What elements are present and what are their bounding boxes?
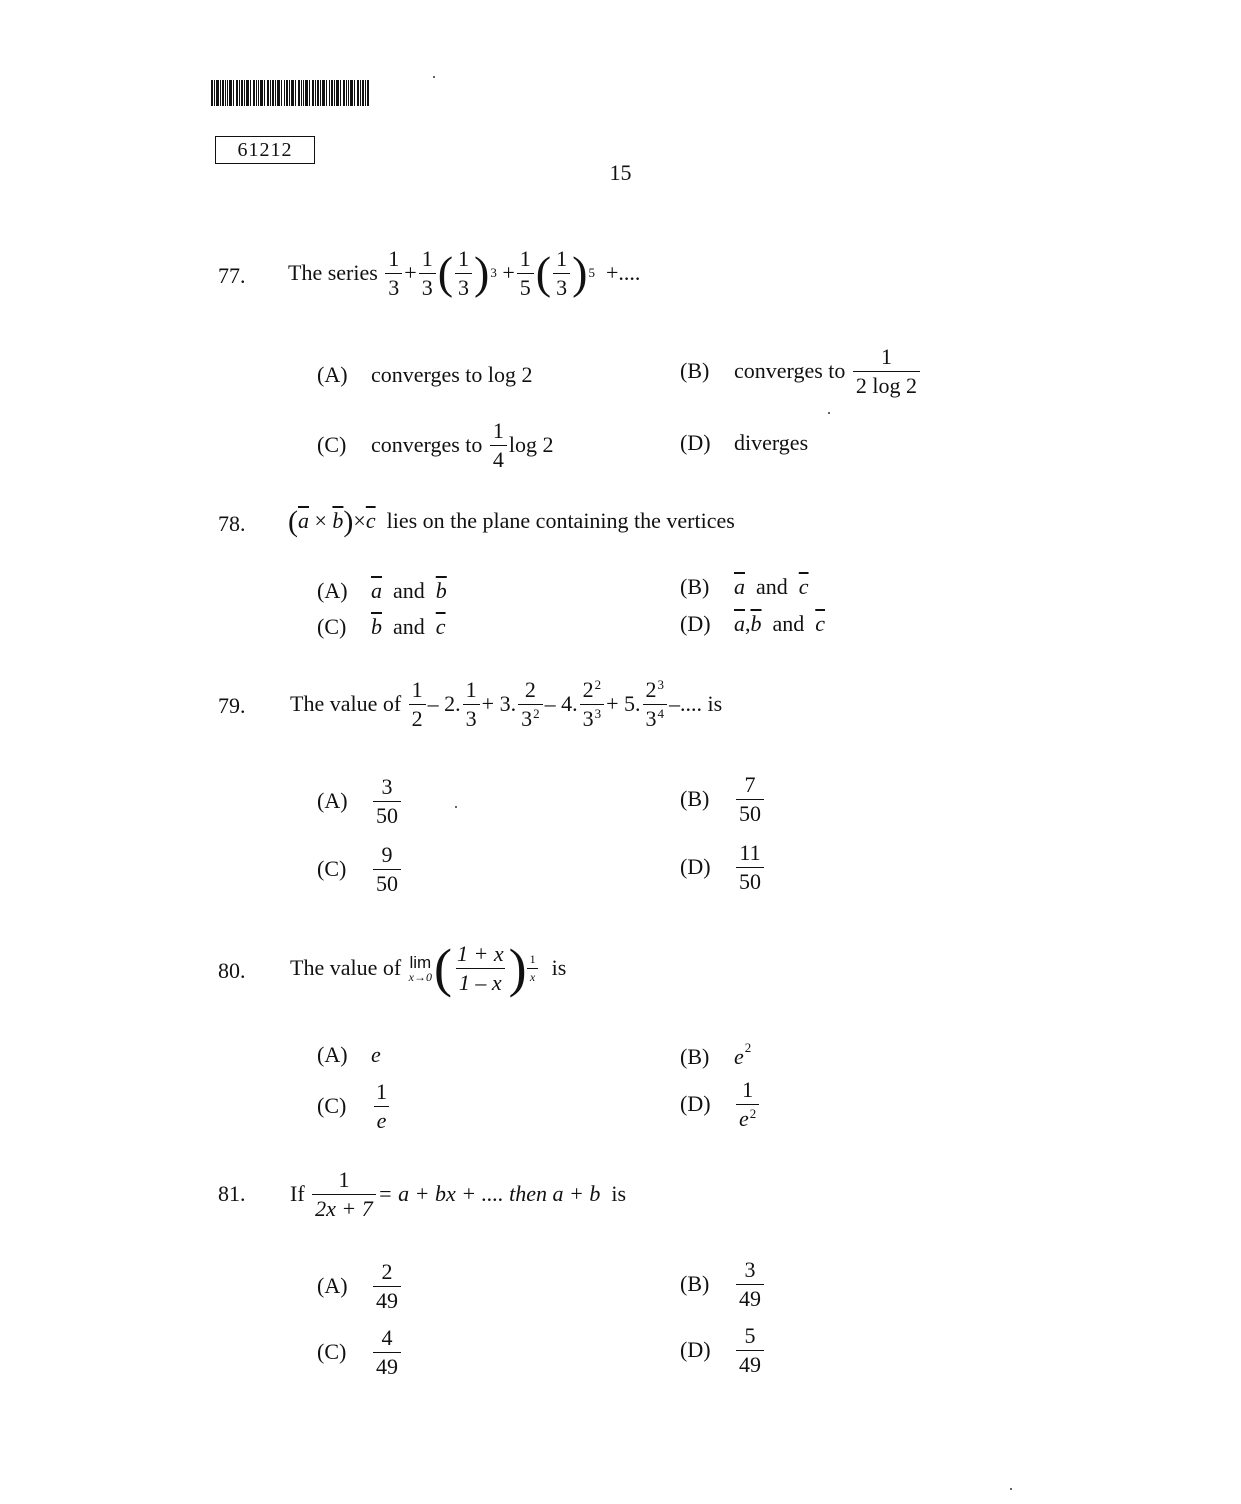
q81-stem: If $\frac{1}{2x + 7}$ = a + bx + .... then a + b is <box>290 1167 627 1221</box>
q78-option-b: (B) $\overline{a}$ and $\overline{c}$ <box>680 574 809 599</box>
q77-tail: +.... <box>605 260 641 285</box>
q78-option-d: (D) $\overline{a},\overline{b}$ and $\overline{c}$ <box>680 611 826 636</box>
q80-paren-close: ) <box>508 938 527 998</box>
q80-option-b: (B) $e^2$ <box>680 1040 752 1069</box>
q80-frac: $\frac{1 + x}{1 - x}$ <box>456 941 504 995</box>
q81-option-a: (A) $\frac{2}{49}$ <box>317 1256 403 1316</box>
q79-option-c: (C) $\frac{9}{50}$ <box>317 840 403 898</box>
q77-paren-frac: $\frac{1}{3}$ <box>455 247 472 298</box>
q78-text: lies on the plane containing the vertices <box>386 508 735 533</box>
q77-option-a: (A) converges to log 2 <box>317 362 533 387</box>
q79-number: 79. <box>218 693 246 718</box>
q80-number: 80. <box>218 958 246 983</box>
page-number: 15 <box>609 160 632 185</box>
q78-number: 78. <box>218 511 246 536</box>
q77-c-frac: $\frac{1}{4}$ <box>490 419 507 470</box>
q77-exp5: 5 <box>588 265 595 280</box>
q77-plus-2: + <box>502 260 515 285</box>
q80-option-d: (D) $\frac{1}{e^2}$ <box>680 1074 761 1134</box>
scan-speck <box>433 76 435 78</box>
q80-option-c: (C) $\frac{1}{e}$ <box>317 1076 392 1136</box>
q77-frac-1-5: $\frac{1}{5}$ <box>517 247 534 298</box>
q81-option-c: (C) $\frac{4}{49}$ <box>317 1322 403 1382</box>
q79-option-a: (A) $\frac{3}{50}$ <box>317 772 403 830</box>
q77-lead: The series <box>288 260 378 285</box>
q81-option-d: (D) $\frac{5}{49}$ <box>680 1320 766 1380</box>
q81-option-b: (B) $\frac{3}{49}$ <box>680 1254 766 1314</box>
q77-option-d: (D) diverges <box>680 430 809 455</box>
q79-stem: The value of $\frac{1}{2}$ – 2. $\frac{1}{3}$ + 3. $\frac{2}{3^2}$ – 4. $\frac{2^2}{3^3}$ + 5. $\frac{2^3}{3^4}$ –.... is <box>290 677 723 731</box>
q77-frac-1-3b: $\frac{1}{3}$ <box>419 247 436 298</box>
q80-stem: The value of lim x→0 ( $\frac{1 + x}{1 - x}$ ) $\frac{1}{x}$ is <box>290 938 567 998</box>
q81-number: 81. <box>218 1181 246 1206</box>
q77-paren2-open: ( <box>535 247 552 298</box>
q77-exp3: 3 <box>490 265 497 280</box>
q77-paren-close: ) <box>474 247 490 298</box>
q79-term-5: $\frac{2^3}{3^4}$ <box>643 678 668 729</box>
scan-speck <box>455 806 457 808</box>
q80-paren-open: ( <box>434 938 452 998</box>
q77-frac-1-3: $\frac{1}{3}$ <box>385 247 402 298</box>
barcode <box>211 80 369 106</box>
q79-option-d: (D) $\frac{11}{50}$ <box>680 838 766 896</box>
q77-paren-open: ( <box>437 247 454 298</box>
q81-frac: $\frac{1}{2x + 7}$ <box>312 1168 376 1219</box>
scan-speck <box>828 412 830 414</box>
q79-term-2: $\frac{1}{3}$ <box>463 678 480 729</box>
scan-speck <box>1010 1488 1012 1490</box>
q80-exponent: $\frac{1}{x}$ <box>527 953 539 983</box>
q78-stem: $(\overline{a} \times \overline{b})\times\overline{c}$ lies on the plane containing the vertices <box>288 505 735 538</box>
q77-b-frac: $\frac{1}{2 \log 2}$ <box>853 345 920 396</box>
q77-plus-1: + <box>404 260 417 285</box>
q77-option-c: (C) converges to $\frac{1}{4}$ log 2 <box>317 418 554 472</box>
q77-paren2-close: ) <box>572 247 588 298</box>
q77-number: 77. <box>218 263 246 288</box>
q79-term-3: $\frac{2}{3^2}$ <box>518 678 543 729</box>
paper-code-box: 61212 <box>215 136 315 164</box>
q77-stem <box>288 238 640 308</box>
q80-option-a: (A) e <box>317 1042 381 1067</box>
q78-option-a: (A) $\overline{a}$ and $\overline{b}$ <box>317 578 447 603</box>
q78-option-c: (C) $\overline{b}$ and $\overline{c}$ <box>317 614 446 639</box>
q80-limit: lim x→0 <box>408 952 432 984</box>
q79-term-1: $\frac{1}{2}$ <box>409 678 426 729</box>
q79-option-b: (B) $\frac{7}{50}$ <box>680 770 766 828</box>
q77-option-b: (B) converges to $\frac{1}{2 \log 2}$ <box>680 340 922 402</box>
q77-paren2-frac: $\frac{1}{3}$ <box>553 247 570 298</box>
q79-term-4: $\frac{2^2}{3^3}$ <box>580 678 605 729</box>
